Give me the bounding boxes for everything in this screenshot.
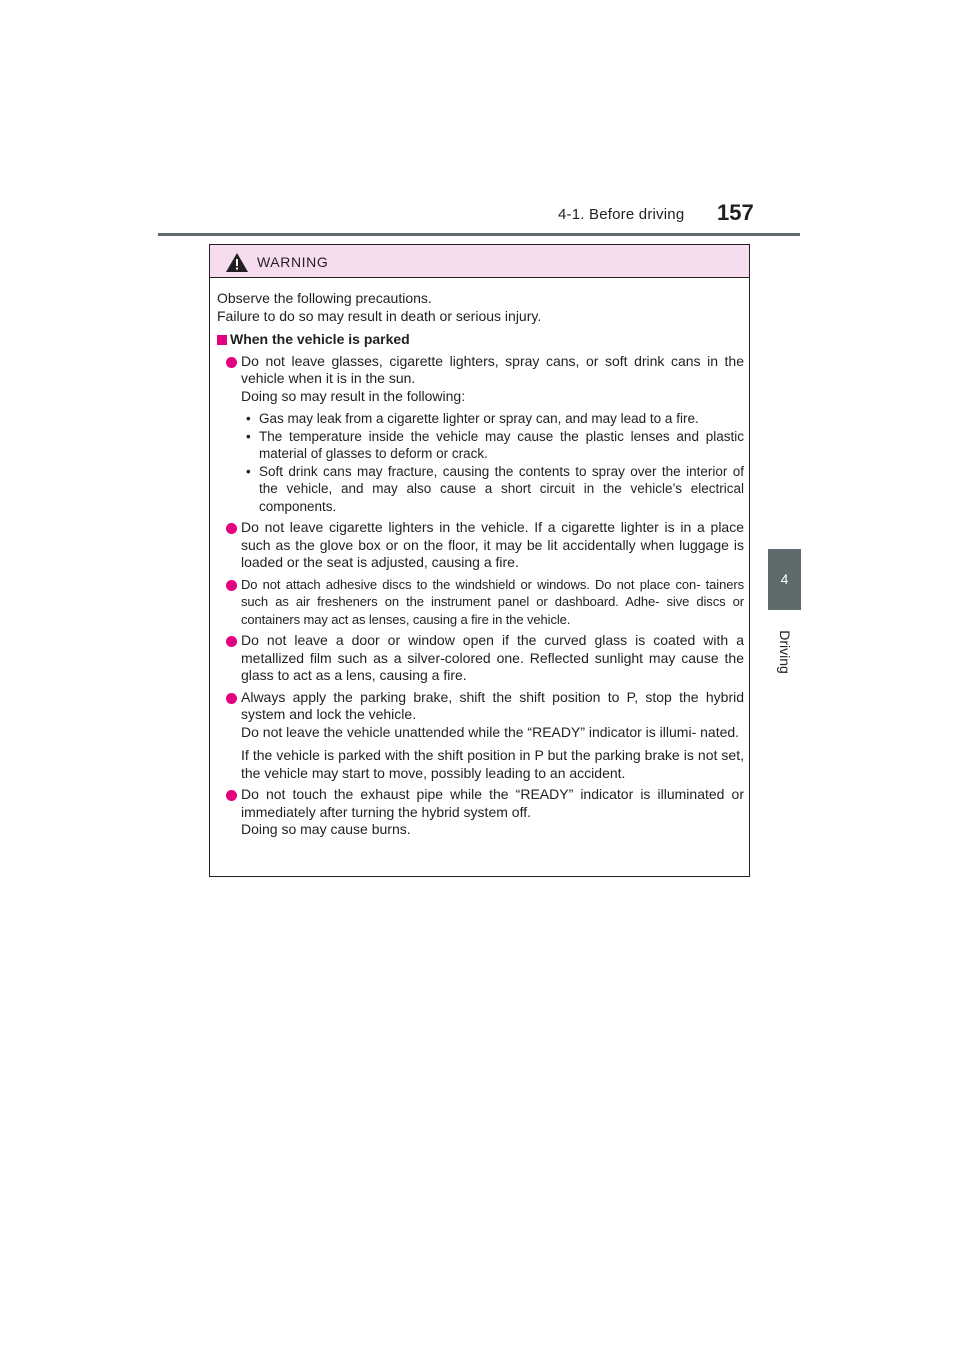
dash-text: The temperature inside the vehicle may cause the plastic lenses and plastic material of glasses to deform or crack. [259, 428, 744, 461]
list-item [217, 786, 744, 839]
bullet-dot-icon [226, 693, 237, 704]
bullet-3-text: Do not attach adhesive discs to the windshield or windows. Do not place con- tainers such as air fresheners on the instrument panel or dashboard. Adhe- sive discs or containers may act as lenses, causing a fire in the vehicle. [241, 576, 744, 627]
intro-line-1: Observe the following precautions. [217, 290, 432, 306]
bullet-5-line-1: Always apply the parking brake, shift the shift position to P, stop the hybrid system and lock the vehicle. [241, 688, 744, 722]
bullet-dot-icon [226, 790, 237, 801]
bullet-6-line-2: Doing so may cause burns. [241, 821, 411, 837]
dash-text: Soft drink cans may fracture, causing the contents to spray over the interior of the vehicle, and may also cause a short circuit in the vehicle’s electrical components. [259, 463, 744, 514]
dash-item: • Gas may leak from a cigarette lighter or spray can, and may lead to a fire. [246, 411, 699, 426]
section-title: 4-1. Before driving [558, 206, 685, 223]
warning-title: WARNING [257, 254, 329, 270]
square-bullet-icon [217, 335, 227, 345]
dash-text: Gas may leak from a cigarette lighter or spray can, and may lead to a fire. [259, 411, 699, 426]
list-item [217, 519, 744, 572]
chapter-tab: 4 [768, 549, 801, 610]
warning-triangle-icon [226, 253, 248, 272]
dash-list [217, 410, 744, 515]
bullet-5-line-2: Do not leave the vehicle unattended while the “READY” indicator is illumi- nated. [241, 723, 740, 740]
warning-box [209, 244, 750, 877]
bullet-dot-icon [226, 523, 237, 534]
bullet-dot-icon [226, 580, 237, 591]
subheading [217, 331, 744, 349]
bullet-6-line-1: Do not touch the exhaust pipe while the “READY” indicator is illuminated or immediately after turning the hybrid system off. [241, 786, 744, 820]
bullet-dot-icon [226, 636, 237, 647]
dash-item: • The temperature inside the vehicle may cause the plastic lenses and plastic material of glasses to deform or crack. [246, 428, 744, 461]
warning-header [210, 245, 749, 278]
list-item [217, 689, 744, 742]
subheading-text: When the vehicle is parked [230, 331, 410, 347]
warning-body [217, 290, 744, 839]
bullet-5-note: If the vehicle is parked with the shift position in P but the parking brake is not set, the vehicle may start to move, possibly leading to an accident. [241, 747, 744, 781]
page-header [0, 0, 960, 240]
list-item [217, 632, 744, 685]
bullet-1-line-2: Doing so may result in the following: [241, 387, 466, 404]
chapter-label [769, 622, 801, 682]
list-item [217, 576, 744, 629]
bullet-2-text: Do not leave cigarette lighters in the vehicle. If a cigarette lighter is in a place such as the glove box or on the floor, it may be lit accidentally when luggage is loaded or the seat is adjusted, causing a fire. [241, 519, 744, 570]
header-rule [158, 233, 800, 236]
bullet-1-line-1: Do not leave glasses, cigarette lighters, spray cans, or soft drink cans in the vehicle when it is in the sun. [241, 352, 744, 386]
intro-line-2: Failure to do so may result in death or serious injury. [217, 307, 542, 324]
dash-item: • Soft drink cans may fracture, causing the contents to spray over the interior of the vehicle, and may also cause a short circuit in the vehicle’s electrical components. [246, 463, 744, 514]
list-item [217, 353, 744, 406]
page-number: 157 [717, 200, 754, 225]
chapter-label-text: Driving [777, 630, 793, 674]
bullet-4-text: Do not leave a door or window open if the curved glass is coated with a metallized film such as a silver-colored one. Reflected sunlight may cause the glass to act as a lens, causing a fire. [241, 632, 744, 683]
bullet-dot-icon [226, 357, 237, 368]
